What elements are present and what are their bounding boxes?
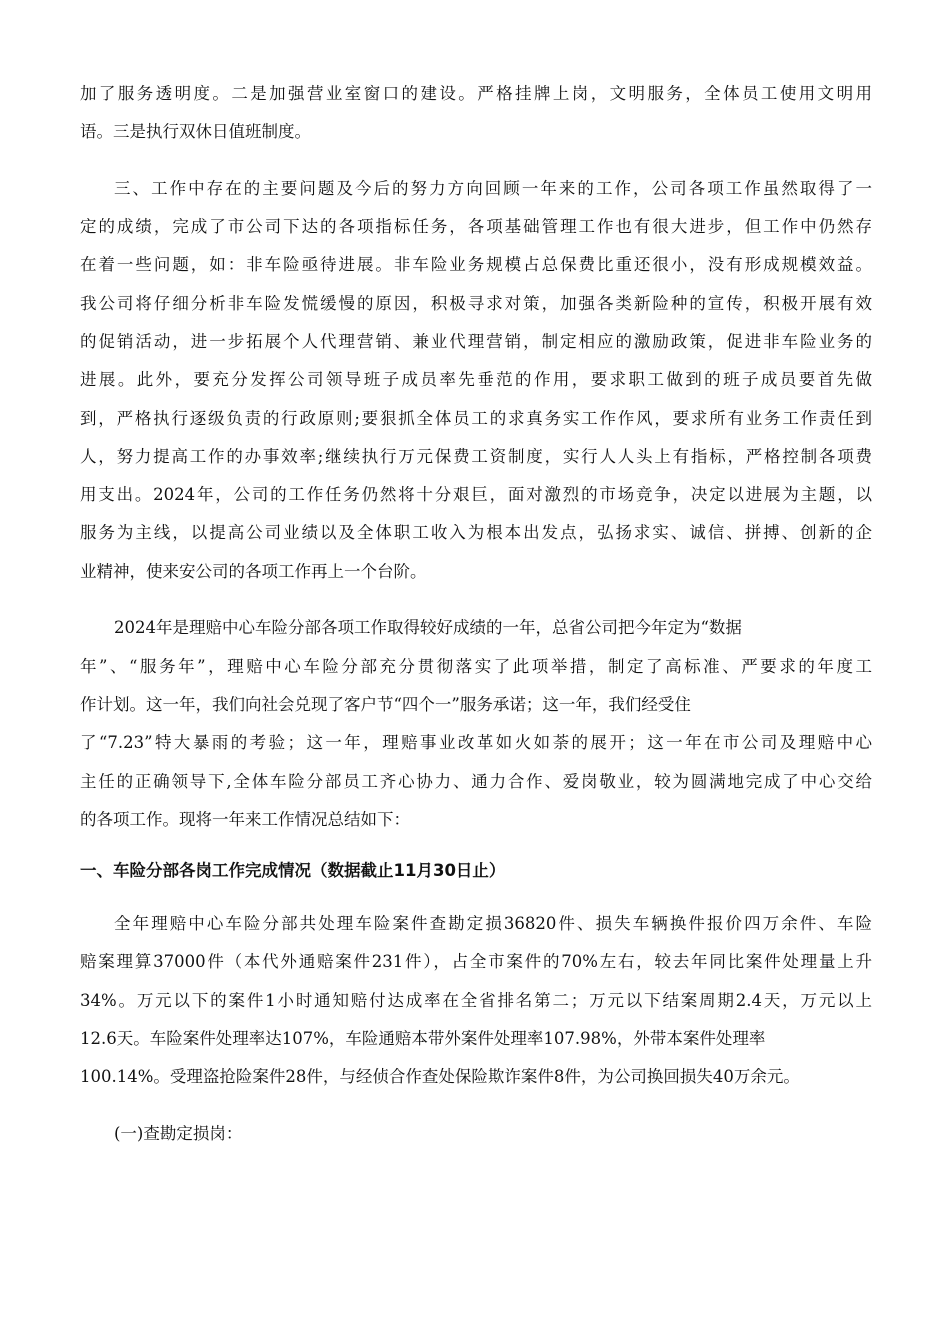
paragraph-3-line-6: 的各项工作。现将一年来工作情况总结如下： [80,810,410,829]
paragraph-1-line-2: 语。三是执行双休日值班制度。 [80,122,311,141]
paragraph-3-line-4: 了“7.23”特大暴雨的考验；这一年，理赔事业改革如火如荼的展开；这一年在市公司及理赔中心 [80,733,872,752]
paragraph-2-line-4: 我公司将仔细分析非车险发慌缓慢的原因，积极寻求对策，加强各类新险种的宣传，积极开展有效 [80,294,872,313]
paragraph-2-line-6: 进展。此外，要充分发挥公司领导班子成员率先垂范的作用，要求职工做到的班子成员要首先做 [80,370,872,389]
paragraph-1-line-1: 加了服务透明度。二是加强营业室窗口的建设。严格挂牌上岗，文明服务，全体员工使用文明用 [80,84,872,103]
paragraph-4-line-1: 全年理赔中心车险分部共处理车险案件查勘定损36820件、损失车辆换件报价四万余件、车险 [114,914,872,933]
paragraph-3-line-2: 年”、“服务年”，理赔中心车险分部充分贯彻落实了此项举措，制定了高标准、严要求的年度工 [80,657,872,676]
paragraph-2-line-9: 用支出。2024年，公司的工作任务仍然将十分艰巨，面对激烈的市场竞争，决定以进展为主题，以 [80,485,872,504]
paragraph-2-line-3: 在着一些问题，如：非车险亟待进展。非车险业务规模占总保费比重还很小，没有形成规模效益。 [80,255,872,274]
paragraph-2-line-1: 三、工作中存在的主要问题及今后的努力方向回顾一年来的工作，公司各项工作虽然取得了一 [114,179,872,198]
paragraph-2-line-5: 的促销活动，进一步拓展个人代理营销、兼业代理营销，制定相应的激励政策，促进非车险业务的 [80,332,872,351]
subsection-heading: (一)查勘定损岗： [114,1124,243,1143]
paragraph-3-line-1: 2024年是理赔中心车险分部各项工作取得较好成绩的一年，总省公司把今年定为“数据 [114,618,742,637]
paragraph-4-line-3: 34%。万元以下的案件1小时通知赔付达成率在全省排名第二；万元以下结案周期2.4天，万元以上 [80,991,872,1010]
paragraph-2-line-11: 业精神，使来安公司的各项工作再上一个台阶。 [80,562,427,581]
paragraph-2-line-2: 定的成绩，完成了市公司下达的各项指标任务，各项基础管理工作也有很大进步，但工作中仍然存 [80,217,872,236]
paragraph-4-line-4: 12.6天。车险案件处理率达107%，车险通赔本带外案件处理率107.98%，外带本案件处理率 [80,1029,766,1048]
paragraph-3-line-5: 主任的正确领导下,全体车险分部员工齐心协力、通力合作、爱岗敬业，较为圆满地完成了中心交给 [80,772,872,791]
paragraph-2-line-10: 服务为主线，以提高公司业绩以及全体职工收入为根本出发点，弘扬求实、诚信、拼搏、创新的企 [80,523,872,542]
paragraph-4-line-5: 100.14%。受理盗抢险案件28件，与经侦合作查处保险欺诈案件8件，为公司换回损失40万余元。 [80,1067,800,1086]
paragraph-2-line-7: 到，严格执行逐级负责的行政原则;要狠抓全体员工的求真务实工作作风，要求所有业务工作责任到 [80,409,872,428]
section-heading: 一、车险分部各岗工作完成情况（数据截止11月30日止） [80,861,506,880]
paragraph-3-line-3: 作计划。这一年，我们向社会兑现了客户节“四个一”服务承诺；这一年，我们经受住 [80,695,691,714]
paragraph-4-line-2: 赔案理算37000件（本代外通赔案件231件），占全市案件的70%左右，较去年同比案件处理量上升 [80,952,872,971]
paragraph-2-line-8: 人，努力提高工作的办事效率;继续执行万元保费工资制度，实行人人头上有指标，严格控制各项费 [80,447,872,466]
